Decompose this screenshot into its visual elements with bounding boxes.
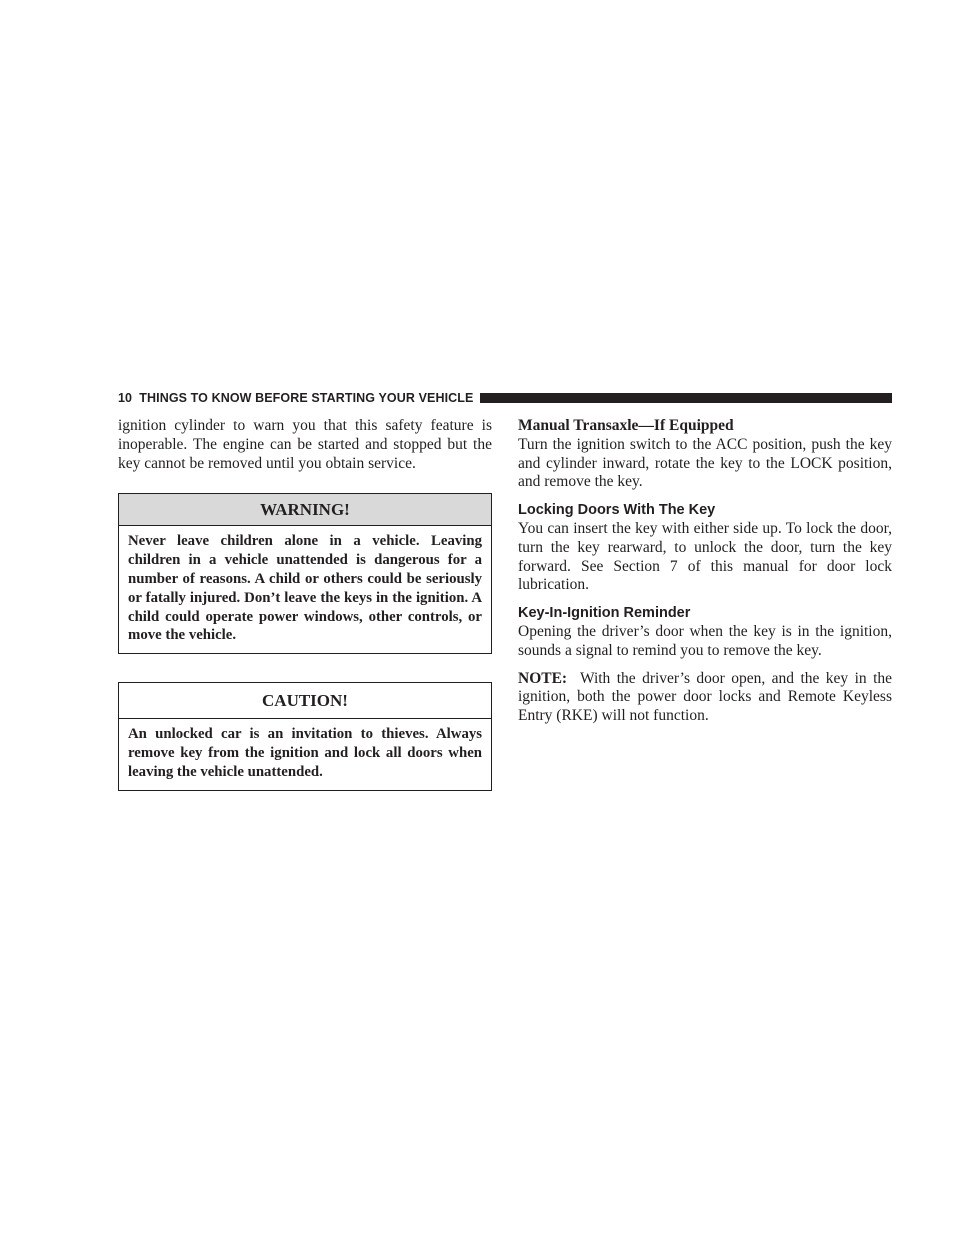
key-reminder-heading: Key-In-Ignition Reminder — [518, 605, 691, 622]
manual-transaxle-paragraph: Turn the ignition switch to the ACC position, push the key and cylinder inward, rotate the key to the LOCK position, and remove the key. — [518, 435, 892, 491]
section-title: THINGS TO KNOW BEFORE STARTING YOUR VEHICLE — [139, 391, 474, 405]
note-label: NOTE: — [518, 669, 568, 687]
left-column — [118, 417, 492, 791]
right-column — [518, 417, 892, 726]
page-number-and-title — [118, 391, 473, 405]
caution-title: CAUTION! — [119, 683, 491, 719]
intro-paragraph: ignition cylinder to warn you that this safety feature is inoperable. The engine can be started and stopped but the key cannot be removed until you obtain service. — [118, 417, 492, 472]
page-header — [118, 390, 892, 406]
caution-box — [118, 682, 492, 790]
manual-transaxle-heading: Manual Transaxle—If Equipped — [518, 417, 734, 434]
locking-doors-paragraph: You can insert the key with either side up. To lock the door, turn the key rearward, to unlock the door, turn the key forward. See Section 7 of this manual for door lock lubrication. — [518, 519, 892, 594]
header-rule — [480, 393, 892, 403]
key-reminder-paragraph: Opening the driver’s door when the key is in the ignition, sounds a signal to remind you to remove the key. — [518, 622, 892, 659]
page-number: 10 — [118, 391, 133, 405]
caution-body: An unlocked car is an invitation to thieves. Always remove key from the ignition and lock all doors when leaving the vehicle unattended. — [128, 726, 482, 780]
warning-body: Never leave children alone in a vehicle. Leaving children in a vehicle unattended is dangerous for a number of reasons. A child or others could be seriously or fatally injured. Don’t leave the keys in the ignition. A child could operate power windows, other controls, or move the vehicle. — [128, 533, 482, 644]
note-text: With the driver’s door open, and the key in the ignition, both the power door locks and Remote Keyless Entry (RKE) will not function. — [518, 669, 893, 725]
warning-title: WARNING! — [119, 494, 491, 526]
note-paragraph — [518, 670, 892, 726]
warning-box — [118, 493, 492, 654]
locking-doors-heading: Locking Doors With The Key — [518, 502, 716, 519]
